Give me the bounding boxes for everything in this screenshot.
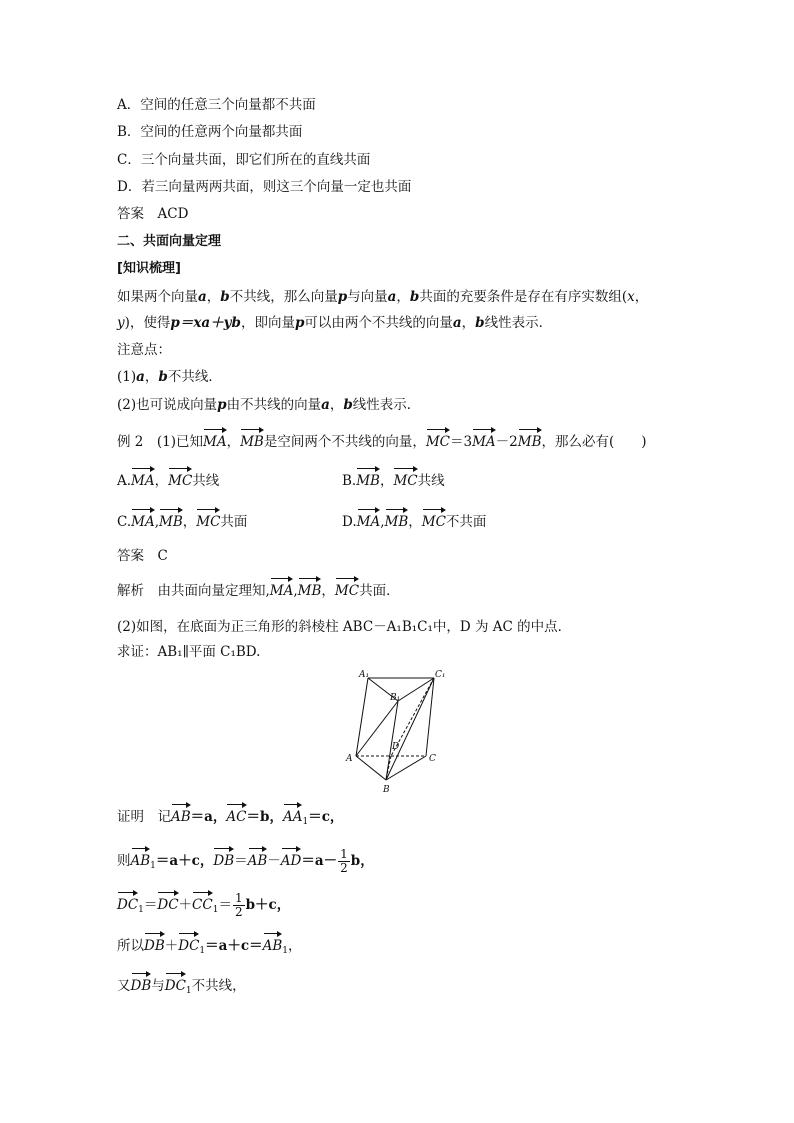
edge-c1-c xyxy=(426,678,434,756)
fraction-half: $\frac{1}{2}$ xyxy=(340,847,348,875)
proof-line-3: $DC_1=DC+CC_1=$ $\frac{1}{2}$ b＋c， xyxy=(117,891,291,919)
label-b: B xyxy=(383,785,390,795)
example-2-option-a: A.MA，MC共线 xyxy=(117,471,219,491)
label-b1: B₁ xyxy=(390,693,401,703)
knowledge-label: [知识梳理] xyxy=(117,261,181,276)
part-2-statement: (2)如图，在底面为正三角形的斜棱柱 ABC－A₁B₁C₁中，D 为 AC 的中点． xyxy=(117,619,572,635)
option-a: A．空间的任意三个向量都不共面 xyxy=(117,97,316,113)
theorem-line-1: 如果两个向量a，b不共线，那么向量p与向量a，b共面的充要条件是存在有序实数组(x， xyxy=(117,289,649,305)
part-2-prove: 求证：AB₁∥平面 C₁BD. xyxy=(117,644,261,660)
example-2-option-d: D.MA,MB，MC不共面 xyxy=(342,512,486,532)
prism-figure xyxy=(342,668,454,796)
edge-a-b xyxy=(356,756,386,780)
note-2: (2)也可说成向量p由不共线的向量a，b线性表示． xyxy=(117,397,421,413)
proof-line-2: 则$AB_1=a+c$，DB＝AB－AD＝a－ $\frac{1}{2}$ b， xyxy=(117,847,374,875)
section-title: 二、共面向量定理 xyxy=(117,234,222,249)
option-d: D．若三向量两两共面，则这三个向量一定也共面 xyxy=(117,179,412,195)
label-d: D xyxy=(392,742,400,752)
answer-1: 答案 ACD xyxy=(117,206,189,222)
proof-line-5: 又DB与$DC_1$不共线， xyxy=(117,976,246,1001)
proof-line-1: 证明 记AB＝a，AC＝b，$AA_1=c$， xyxy=(117,807,343,832)
edge-d-b-hidden xyxy=(386,756,391,780)
example-2-analysis: 解析 由共面向量定理知,MA,MB，MC共面． xyxy=(117,581,400,601)
proof-line-4: 所以$DB+DC_1=a+c=AB_1$， xyxy=(117,936,302,961)
label-c: C xyxy=(429,754,436,764)
example-2-option-b: B.MB，MC共线 xyxy=(342,471,445,491)
option-c: C．三个向量共面，即它们所在的直线共面 xyxy=(117,152,371,168)
label-a1: A₁ xyxy=(359,670,370,680)
label-c1: C₁ xyxy=(435,670,446,680)
label-a: A xyxy=(346,754,353,764)
fraction-half-2: $\frac{1}{2}$ xyxy=(234,891,243,919)
example-2-option-c: C.MA,MB，MC共面 xyxy=(117,512,247,532)
edge-a1-a xyxy=(356,678,368,756)
example-2-answer: 答案 C xyxy=(117,548,168,564)
example-2-stem: 例 2 (1)已知MA，MB是空间两个不共线的向量，MC＝3MA－2MB，那么必有( ) xyxy=(117,432,647,452)
notes-title: 注意点： xyxy=(117,342,171,358)
theorem-line-2: y)，使得p＝xa＋yb，即向量p可以由两个不共线的向量a，b线性表示． xyxy=(117,315,553,331)
option-b: B．空间的任意两个向量都共面 xyxy=(117,124,303,140)
note-1: (1)a，b不共线． xyxy=(117,369,222,385)
